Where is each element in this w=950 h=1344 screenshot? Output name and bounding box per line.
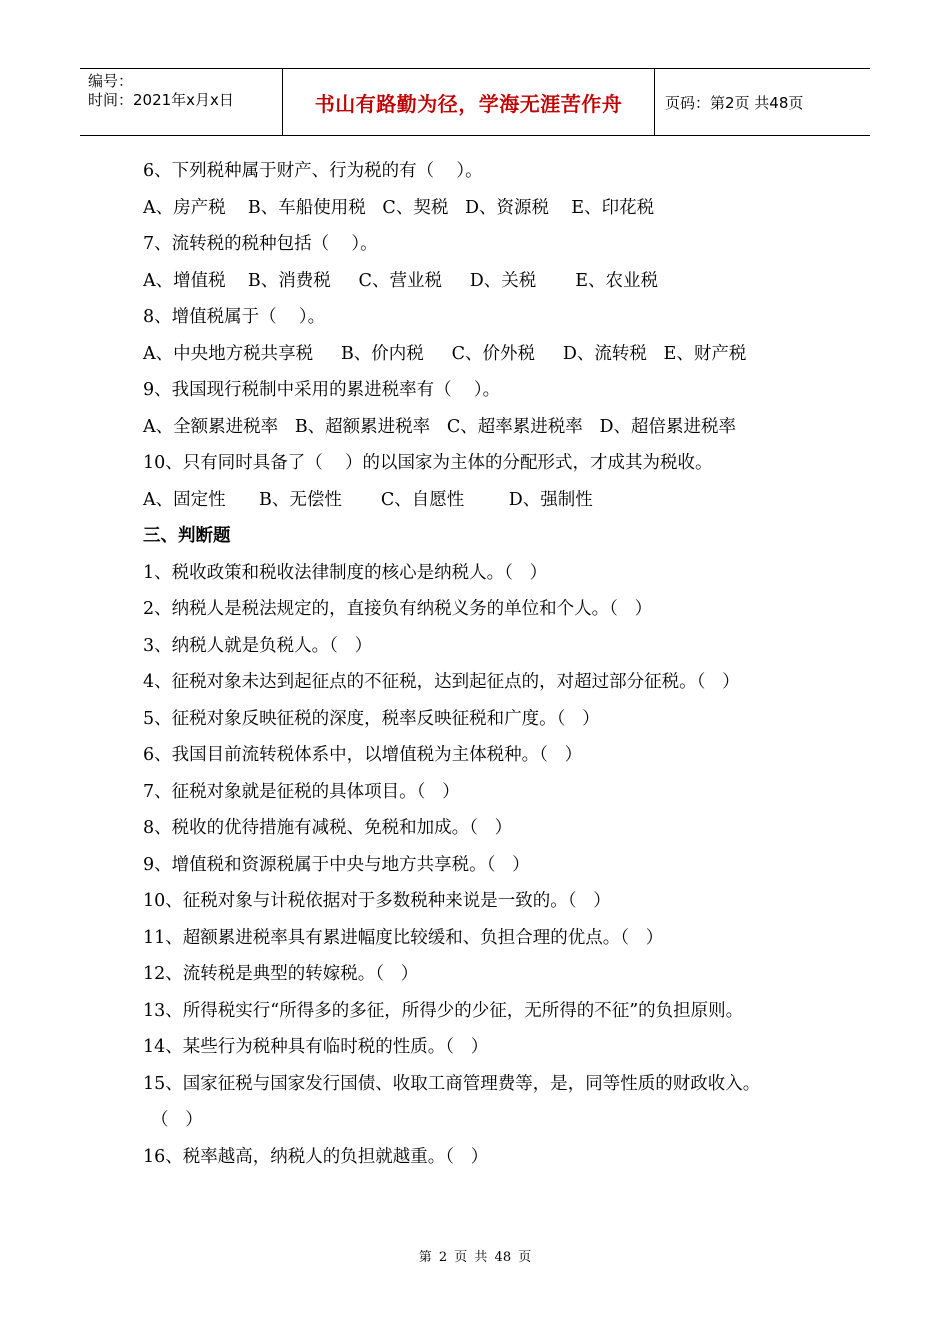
judgment-item: 15、国家征税与国家发行国债、收取工商管理费等，是，同等性质的财政收入。	[143, 1073, 761, 1094]
judgment-item: 7、征税对象就是征税的具体项目。（ ）	[143, 781, 460, 802]
judgment-item: 1、税收政策和税收法律制度的核心是纳税人。（ ）	[143, 562, 548, 583]
page-header	[80, 68, 870, 136]
judgment-item: 3、纳税人就是负税人。（ ）	[143, 635, 373, 656]
judgment-item: 13、所得税实行“所得多的多征，所得少的少征，无所得的不征”的负担原则。	[143, 1000, 744, 1021]
options-line: A、增值税 B、消费税 C、营业税 D、关税 E、农业税	[143, 270, 659, 291]
document-date: 时间：2021年x月x日	[88, 91, 234, 109]
judgment-item: 6、我国目前流转税体系中，以增值税为主体税种。（ ）	[143, 745, 583, 765]
question-line: 9、我国现行税制中采用的累进税率有（ ）。	[143, 380, 501, 400]
question-line: 7、流转税的税种包括（ ）。	[143, 234, 378, 254]
judgment-item: 10、征税对象与计税依据对于多数税种来说是一致的。（ ）	[143, 891, 611, 911]
judgment-item: 8、税收的优待措施有减税、免税和加成。（ ）	[143, 818, 513, 838]
header-page-cell	[655, 69, 870, 135]
judgment-item: 4、征税对象未达到起征点的不征税，达到起征点的，对超过部分征税。（ ）	[143, 672, 740, 692]
document-body	[143, 153, 843, 1175]
header-page-info: 页码：第2页 共48页	[665, 93, 804, 112]
question-line: 8、增值税属于（ ）。	[143, 307, 326, 327]
judgment-item: 14、某些行为税种具有临时税的性质。（ ）	[143, 1037, 489, 1057]
options-line: A、全额累进税率 B、超额累进税率 C、超率累进税率 D、超倍累进税率	[143, 416, 736, 437]
judgment-item: 11、超额累进税率具有累进幅度比较缓和、负担合理的优点。（ ）	[143, 927, 664, 948]
section-heading: 三、判断题	[143, 526, 231, 546]
page-footer: 第 2 页 共 48 页	[418, 1250, 532, 1265]
document-number-label: 编号：	[88, 72, 134, 90]
header-meta	[80, 69, 282, 135]
judgment-item: 12、流转税是典型的转嫁税。（ ）	[143, 964, 419, 984]
judgment-item: 16、税率越高，纳税人的负担就越重。（ ）	[143, 1146, 489, 1167]
question-line: 10、只有同时具备了（ ）的以国家为主体的分配形式，才成其为税收。	[143, 453, 713, 473]
judgment-item-continuation: （ ）	[151, 1110, 203, 1130]
header-motto: 书山有路勤为径，学海无涯苦作舟	[314, 91, 623, 116]
judgment-item: 9、增值税和资源税属于中央与地方共享税。（ ）	[143, 854, 530, 875]
header-motto-cell	[282, 69, 655, 135]
options-line: A、中央地方税共享税 B、价内税 C、价外税 D、流转税 E、财产税	[143, 343, 747, 364]
question-line: 6、下列税种属于财产、行为税的有（ ）。	[143, 161, 483, 181]
options-line: A、房产税 B、车船使用税 C、契税 D、资源税 E、印花税	[143, 197, 655, 218]
judgment-item: 2、纳税人是税法规定的，直接负有纳税义务的单位和个人。（ ）	[143, 599, 653, 619]
options-line: A、固定性 B、无偿性 C、自愿性 D、强制性	[143, 489, 593, 510]
judgment-item: 5、征税对象反映征税的深度，税率反映征税和广度。（ ）	[143, 708, 600, 729]
